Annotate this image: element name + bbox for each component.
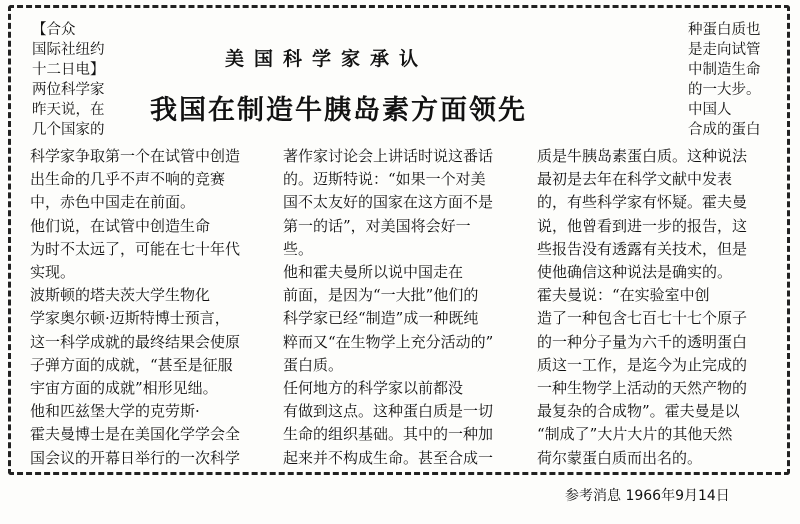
text-line: 种蛋白质也 [688,22,761,38]
text-line: 国际社纽约 [32,42,105,58]
text-line: 荷尔蒙蛋白质而出名的。 [537,448,703,467]
text-line: 任何地方的科学家以前都没 [283,379,464,397]
text-line: 些。 [283,239,314,258]
text-line: 中，赤色中国走在前面。 [30,193,196,212]
text-line: 第一的话”，对美国将会好一 [283,216,471,235]
text-line: 一种生物学上活动的天然产物的 [537,379,748,397]
text-line: 波斯顿的塔夫茨大学生物化 [30,286,211,305]
text-line: 为时不太远了，可能在七十年代 [30,239,241,258]
text-line: “制成了”大片大片的其他天然 [537,425,733,444]
text-line: 的一种分子量为六千的透明蛋白 [537,332,748,351]
text-line: 起来并不构成生命。甚至合成一 [283,448,494,467]
text-line: 霍夫曼说：“在实验室中创 [537,286,710,305]
text-line: 中国人 [688,102,732,118]
text-line: 的，有些科学家有怀疑。霍夫曼 [537,193,748,212]
source-citation: 参考消息 1966年9月14日 [565,488,730,504]
text-line: 粹而又“在生物学上充分活动的” [283,332,494,351]
article-headline: 我国在制造牛胰岛素方面领先 [150,95,527,126]
text-line: 质是牛胰岛素蛋白质。这种说法 [537,147,748,165]
article-right-intro [688,20,780,140]
text-line: 国不太友好的国家在这方面不是 [283,193,494,212]
text-line: 十二日电】 [32,62,105,78]
text-line: 子弹方面的成就，“甚至是征服 [30,355,233,374]
article-column-3 [537,145,777,470]
text-line: 是走向试管 [688,42,761,58]
text-line: 的。迈斯特说：“如果一个对美 [283,170,486,189]
text-line: 合成的蛋白 [688,122,761,138]
article-column-1 [30,145,270,470]
text-line: 他和霍夫曼所以说中国走在 [283,263,464,281]
text-line: 生命的组织基础。其中的一种加 [283,425,494,444]
text-line: 蛋白质。 [283,355,344,374]
text-line: 有做到这点。这种蛋白质是一切 [283,402,494,421]
text-line: 说，他曾看到进一步的报告，这 [537,216,748,235]
text-line: 质这一工作，是迄今为止完成的 [537,355,748,374]
text-line: 出生命的几乎不声不响的竞赛 [30,170,226,189]
text-line: 科学家已经“制造”成一种既纯 [283,309,479,328]
text-line: 最初是去年在科学文献中发表 [537,170,733,189]
text-line: 他们说，在试管中创造生命 [30,216,211,235]
text-line: 他和匹兹堡大学的克劳斯· [30,402,200,421]
text-line: 这一科学成就的最终结果会使原 [30,332,241,351]
text-line: 国会议的开幕日举行的一次科学 [30,448,241,467]
text-line: 些报告没有透露有关技术，但是 [537,239,748,258]
article-column-2 [283,145,523,470]
article-subtitle: 美国科学家承认 [225,48,429,70]
text-line: 中制造生命 [688,62,761,78]
text-line: 两位科学家 [32,82,105,98]
text-line: 著作家讨论会上讲话时说这番话 [283,147,494,165]
text-line: 霍夫曼博士是在美国化学学会全 [30,425,241,444]
text-line: 实现。 [30,263,76,281]
article-dateline [32,20,137,140]
text-line: 造了一种包含七百七十七个原子 [537,309,748,328]
text-line: 昨天说，在 [32,102,105,118]
text-line: 学家奥尔顿·迈斯特博士预言， [30,309,230,328]
text-line: 宇宙方面的成就”相形见绌。 [30,379,218,397]
text-line: 科学家争取第一个在试管中创造 [30,147,241,165]
text-line: 前面，是因为“一大批”他们的 [283,286,479,305]
text-line: 的一大步。 [688,82,761,98]
text-line: 几个国家的 [32,122,105,138]
text-line: 【合众 [32,22,76,38]
text-line: 使他确信这种说法是确实的。 [537,263,733,281]
text-line: 最复杂的合成物”。霍夫曼是以 [537,402,740,421]
